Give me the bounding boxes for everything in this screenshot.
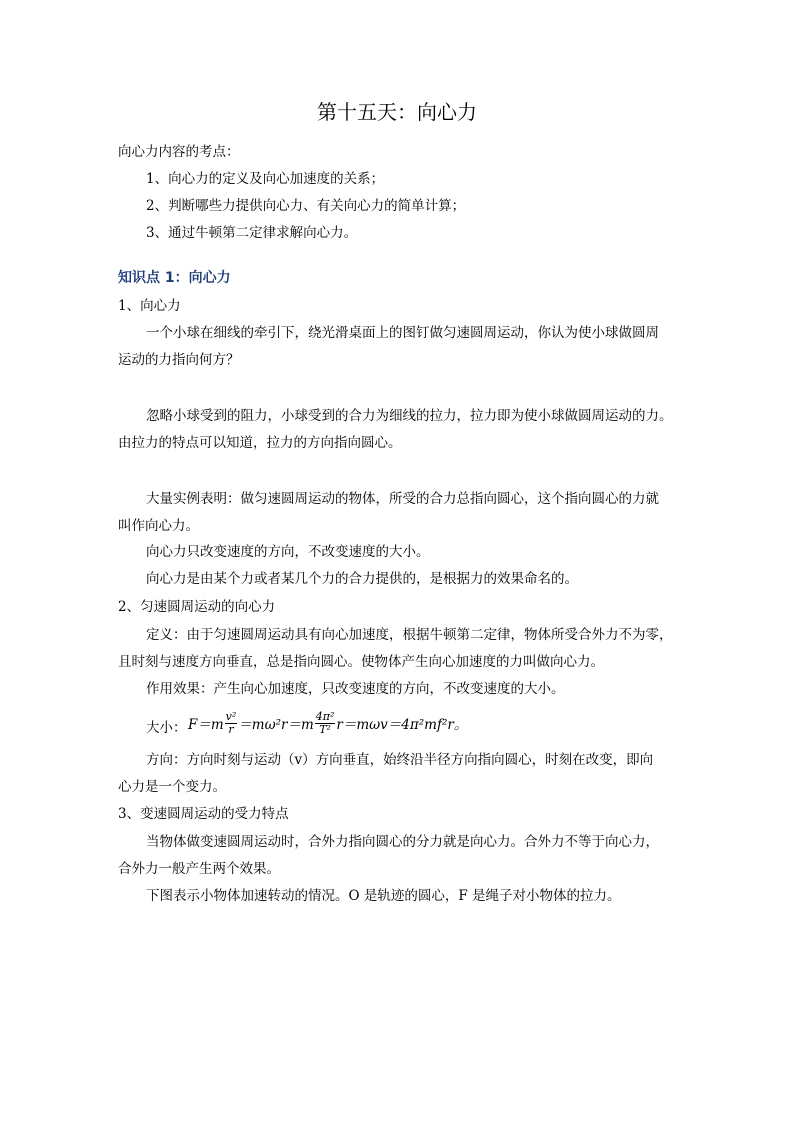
variable-motion-line-1: 当物体做变速圆周运动时，合外力指向圆心的分力就是向心力。合外力不等于向心力， — [146, 834, 659, 850]
fraction-v2-over-r — [225, 711, 238, 736]
variable-motion-line-2: 合外力一般产生两个效果。 — [118, 861, 280, 877]
intro-point-2: 2、判断哪些力提供向心力、有关向心力的简单计算； — [146, 198, 466, 214]
definition-line-1: 定义：由于匀速圆周运动具有向心加速度，根据牛顿第二定律，物体所受合外力不为零， — [146, 627, 673, 643]
formula-label: 大小： — [146, 720, 187, 736]
figure-note: 下图表示小物体加速转动的情况。O 是轨迹的圆心，F 是绳子对小物体的拉力。 — [146, 888, 621, 904]
formula-part-3: r＝mωv＝4π²mf²r。 — [336, 717, 468, 733]
section-heading: 知识点 1：向心力 — [118, 270, 231, 286]
fraction-numerator: v² — [225, 709, 237, 723]
fraction-numerator: 4π² — [315, 709, 335, 723]
subsection-title-2: 2、匀速圆周运动的向心力 — [118, 599, 276, 615]
subsection-title-1: 1、向心力 — [118, 298, 181, 314]
answer-line-1: 忽略小球受到的阻力，小球受到的合力为细线的拉力，拉力即为使小球做圆周运动的力。 — [146, 408, 673, 424]
page-title: 第十五天：向心力 — [317, 100, 477, 124]
fraction-denominator: T² — [319, 722, 331, 736]
subsection-title-3: 3、变速圆周运动的受力特点 — [118, 806, 289, 822]
definition-line-2: 且时刻与速度方向垂直，总是指向圆心。使物体产生向心加速度的力叫做向心力。 — [118, 654, 604, 670]
fraction-4pi2-over-t2 — [315, 711, 336, 736]
intro-point-3: 3、通过牛顿第二定律求解向心力。 — [146, 225, 358, 241]
examples-line-1: 大量实例表明：做匀速圆周运动的物体，所受的合力总指向圆心，这个指向圆心的力就 — [146, 491, 659, 507]
direction-line-2: 心力是一个变力。 — [118, 779, 226, 795]
note-line-1: 向心力只改变速度的方向，不改变速度的大小。 — [146, 544, 430, 560]
question-line-2: 运动的力指向何方？ — [118, 352, 240, 368]
question-line-1: 一个小球在细线的牵引下，绕光滑桌面上的图钉做匀速圆周运动，你认为使小球做圆周 — [146, 325, 659, 341]
note-line-2: 向心力是由某个力或者某几个力的合力提供的，是根据力的效果命名的。 — [146, 571, 578, 587]
examples-line-2: 叫作向心力。 — [118, 518, 199, 534]
formula-part-2: ＝mω²r＝m — [238, 717, 314, 733]
direction-line-1: 方向：方向时刻与运动（v）方向垂直，始终沿半径方向指向圆心，时刻在改变，即向 — [146, 752, 654, 768]
intro-point-1: 1、向心力的定义及向心加速度的关系； — [146, 171, 385, 187]
fraction-denominator: r — [228, 722, 234, 736]
answer-line-2: 由拉力的特点可以知道，拉力的方向指向圆心。 — [118, 435, 402, 451]
formula-expression — [188, 706, 467, 740]
intro-label: 向心力内容的考点： — [118, 144, 240, 160]
effect-line: 作用效果：产生向心加速度，只改变速度的方向，不改变速度的大小。 — [146, 681, 565, 697]
formula-part-1: F＝m — [188, 717, 224, 733]
